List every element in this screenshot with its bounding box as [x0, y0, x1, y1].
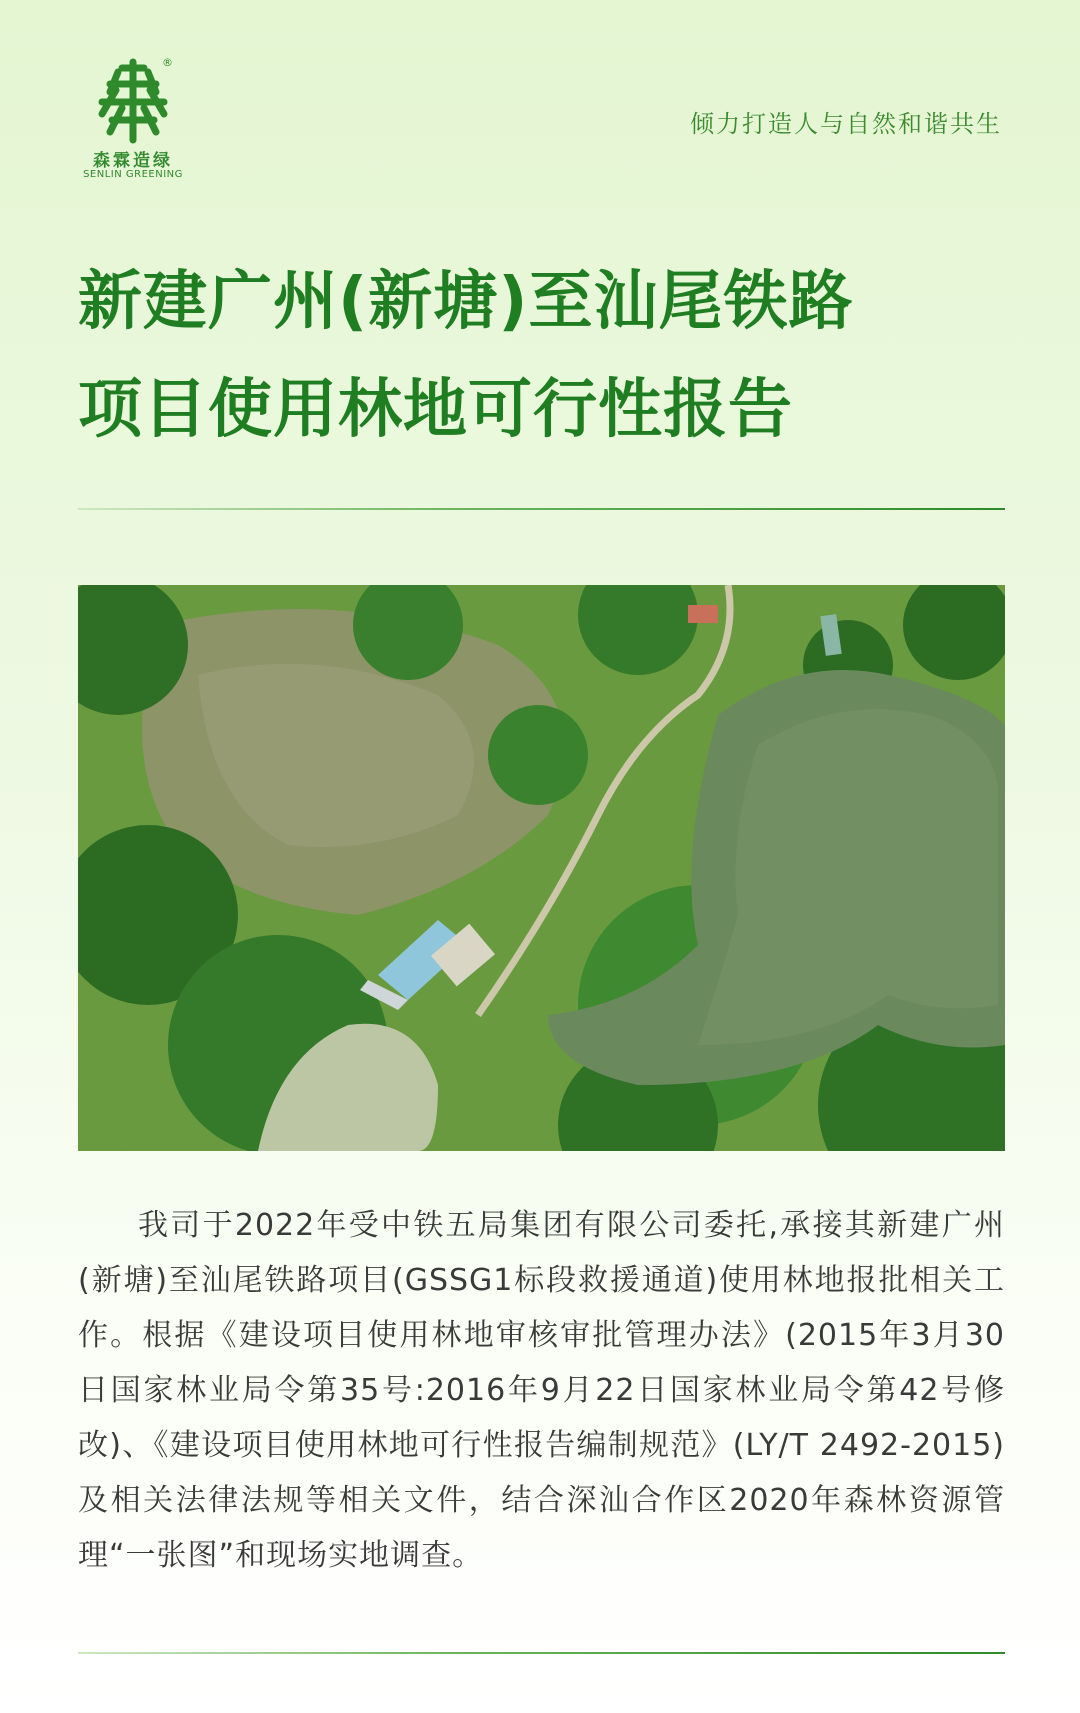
brand-logo — [78, 58, 188, 188]
logo-english-name: SENLIN GREENING — [83, 169, 183, 180]
divider-bottom — [78, 1652, 1005, 1654]
divider-top — [78, 508, 1005, 510]
slogan: 倾力打造人与自然和谐共生 — [690, 110, 1002, 138]
title-line-1: 新建广州(新塘)至汕尾铁路 — [78, 265, 854, 339]
registered-mark: ® — [162, 56, 173, 69]
aerial-forest-photo — [78, 585, 1005, 1151]
body-paragraph: 我司于2022年受中铁五局集团有限公司委托,承接其新建广州(新塘)至汕尾铁路项目(GSSG1标段救援通道)使用林地报批相关工作。根据《建设项目使用林地审核审批管理办法》(2015年3月30日国家林业局令第35号:2016年9月22日国家林业局令第42号修改)、《建设项目使用林地可行性报告编制规范》(LY/T 2492-2015)及相关法律法规等相关文件，结合深汕合作区2020年森林资源管理“一张图”和现场实地调查。 — [78, 1208, 1005, 1573]
page-title — [78, 248, 854, 464]
logo-chinese-name: 森霖造绿 — [93, 151, 173, 171]
tree-logo-icon — [88, 58, 178, 144]
title-line-2: 项目使用林地可行性报告 — [78, 373, 793, 447]
